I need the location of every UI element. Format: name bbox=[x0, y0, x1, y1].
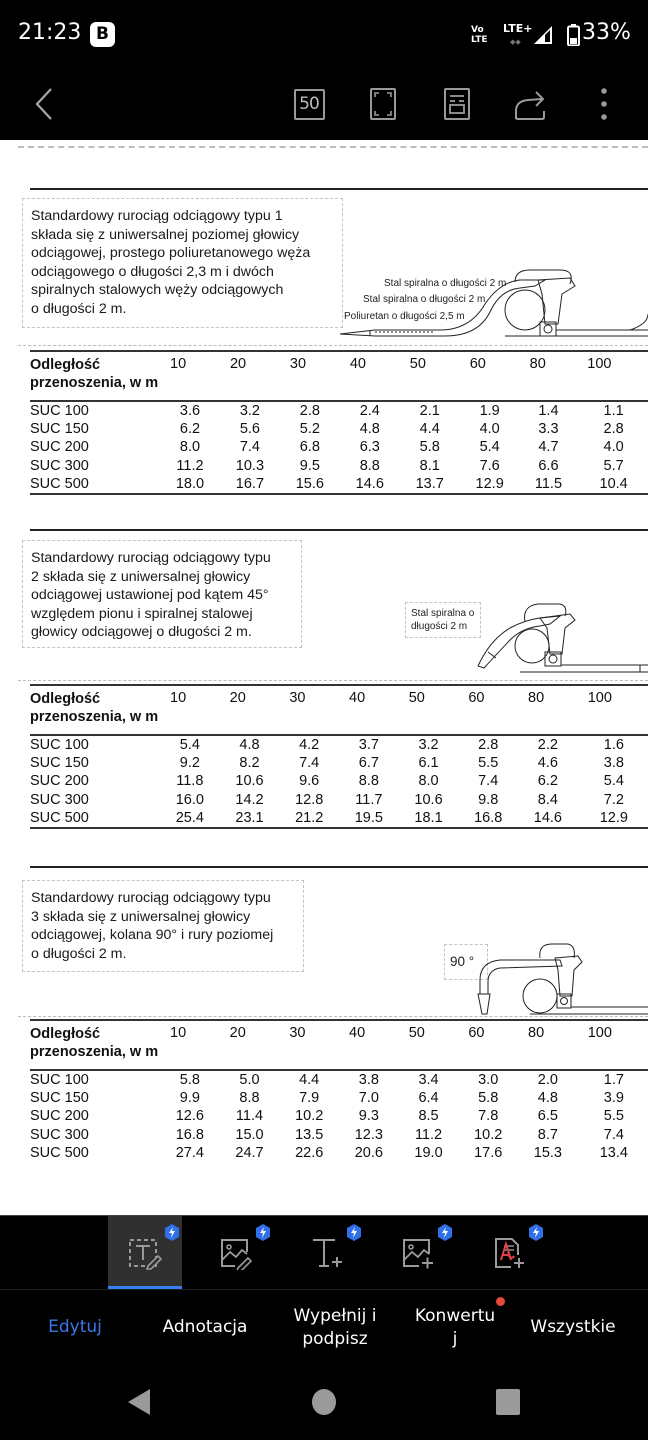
desc-line: spiralnych stalowych węży odciągowych bbox=[31, 282, 284, 298]
column-header: 30 bbox=[289, 356, 307, 372]
table-cell: 12.9 bbox=[599, 809, 628, 826]
fit-page-button[interactable] bbox=[361, 82, 405, 126]
add-image-icon bbox=[401, 1236, 435, 1270]
table-cell: 6.7 bbox=[358, 755, 379, 772]
table-cell: 9.6 bbox=[299, 773, 320, 790]
column-header: 40 bbox=[349, 690, 366, 706]
section-2-description bbox=[22, 540, 302, 648]
table-row bbox=[30, 438, 648, 456]
row-label: SUC 150 bbox=[30, 755, 89, 772]
row-label: SUC 100 bbox=[30, 403, 89, 419]
table-row bbox=[30, 809, 648, 828]
table-cell: 8.8 bbox=[359, 457, 380, 474]
table-header-row bbox=[30, 1020, 648, 1070]
table-cell: 27.4 bbox=[175, 1144, 204, 1161]
table-cell: 5.4 bbox=[479, 439, 500, 456]
header-label-line: Odległość bbox=[30, 691, 101, 707]
table-cell: 5.5 bbox=[478, 755, 499, 772]
status-bar bbox=[0, 0, 648, 68]
desc-line: względem pionu i spiralnej stalowej bbox=[31, 605, 253, 622]
clock: 21:23 bbox=[18, 20, 82, 45]
back-button[interactable] bbox=[22, 82, 66, 126]
table-cell: 5.8 bbox=[419, 439, 440, 456]
table-cell: 10.6 bbox=[414, 791, 443, 808]
table-row bbox=[30, 1144, 648, 1162]
column-header-label bbox=[30, 1020, 160, 1070]
premium-bolt-icon bbox=[255, 1224, 271, 1241]
desc-line: o długości 2 m. bbox=[31, 945, 127, 962]
table-row bbox=[30, 420, 648, 438]
chevron-left-icon bbox=[34, 87, 54, 121]
table-cell: 11.8 bbox=[176, 773, 204, 790]
table-cell: 4.4 bbox=[299, 1072, 320, 1088]
table-cell: 5.8 bbox=[478, 1090, 499, 1107]
table-cell: 25.4 bbox=[175, 809, 204, 826]
row-label: SUC 200 bbox=[30, 773, 89, 790]
table-cell: 15.0 bbox=[235, 1126, 264, 1143]
column-header: 100 bbox=[587, 690, 612, 706]
table-cell: 4.7 bbox=[538, 439, 559, 456]
table-cell: 6.2 bbox=[537, 773, 558, 790]
table-cell: 6.1 bbox=[418, 755, 439, 772]
column-header: 100 bbox=[587, 1025, 612, 1041]
table-cell: 10.6 bbox=[235, 773, 264, 790]
table-cell: 5.8 bbox=[179, 1072, 200, 1088]
table-cell: 23.1 bbox=[235, 809, 264, 826]
pipeline-type-3-diagram bbox=[440, 940, 648, 1020]
table-cell: 5.2 bbox=[299, 421, 320, 438]
menu-fill-sign[interactable] bbox=[280, 1290, 390, 1365]
column-header: 30 bbox=[289, 690, 306, 706]
table-cell: 7.4 bbox=[478, 773, 499, 790]
table-cell: 1.9 bbox=[479, 403, 500, 419]
table-cell: 13.7 bbox=[415, 475, 444, 492]
table-cell: 8.2 bbox=[239, 755, 260, 772]
table-cell: 5.7 bbox=[603, 457, 624, 474]
row-label: SUC 500 bbox=[30, 475, 89, 492]
header-label-line: Odległość bbox=[30, 1026, 101, 1042]
table-cell: 3.9 bbox=[603, 1090, 624, 1107]
table-cell: 2.4 bbox=[359, 403, 380, 419]
table-cell: 14.6 bbox=[533, 809, 562, 826]
table-cell: 7.9 bbox=[299, 1090, 320, 1107]
row-label: SUC 200 bbox=[30, 439, 89, 456]
table-cell: 16.0 bbox=[175, 791, 204, 808]
table-cell: 16.8 bbox=[175, 1126, 204, 1143]
table-cell: 4.8 bbox=[359, 421, 380, 438]
table-cell: 24.7 bbox=[235, 1144, 264, 1161]
table-cell: 16.7 bbox=[235, 475, 265, 492]
table-cell: 14.2 bbox=[235, 791, 264, 808]
diagram-label: Poliuretan o długości 2,5 m bbox=[344, 311, 465, 322]
nav-back-icon[interactable] bbox=[126, 1388, 152, 1416]
table-cell: 4.8 bbox=[537, 1090, 558, 1107]
table-cell: 14.6 bbox=[355, 475, 384, 492]
table-cell: 5.4 bbox=[603, 773, 624, 790]
table-cell: 3.8 bbox=[358, 1072, 379, 1088]
reading-mode-button[interactable] bbox=[435, 82, 479, 126]
row-label: SUC 100 bbox=[30, 737, 89, 753]
table-cell: 2.8 bbox=[299, 403, 320, 419]
table-cell: 5.4 bbox=[179, 737, 200, 753]
bottom-menu bbox=[0, 1289, 648, 1364]
column-header: 50 bbox=[409, 356, 426, 372]
table-cell: 3.2 bbox=[418, 737, 439, 753]
table-row bbox=[30, 1107, 648, 1125]
header-label-line: przenoszenia, w m bbox=[30, 375, 159, 391]
column-header: 60 bbox=[469, 356, 486, 372]
section-rule bbox=[30, 188, 648, 190]
table-cell: 6.3 bbox=[359, 439, 380, 456]
desc-line: składa się z uniwersalnej poziomej głowicy bbox=[31, 226, 300, 243]
nav-recents-icon[interactable] bbox=[494, 1388, 522, 1416]
table-cell: 8.0 bbox=[179, 439, 201, 456]
diagram-label: długości 2 m bbox=[411, 621, 468, 632]
table-cell: 3.6 bbox=[179, 403, 201, 419]
table-cell: 6.4 bbox=[418, 1090, 439, 1107]
table-cell: 1.4 bbox=[538, 403, 559, 419]
battery-percent: 33% bbox=[582, 20, 631, 45]
table-cell: 6.5 bbox=[537, 1108, 558, 1125]
table-row bbox=[30, 772, 648, 790]
table-cell: 3.3 bbox=[538, 421, 559, 438]
volte-icon bbox=[471, 25, 488, 45]
extraction-unit-drawing bbox=[440, 940, 648, 1020]
network-type: LTE+ bbox=[503, 22, 533, 35]
edit-text-icon bbox=[128, 1236, 162, 1270]
volte-bottom: LTE bbox=[471, 35, 488, 45]
table-cell: 7.4 bbox=[239, 439, 260, 456]
column-header: 20 bbox=[229, 690, 246, 706]
table-cell: 5.6 bbox=[239, 421, 260, 438]
row-label: SUC 200 bbox=[30, 1108, 89, 1125]
edit-text-tool[interactable] bbox=[108, 1216, 182, 1290]
row-label: SUC 300 bbox=[30, 791, 89, 808]
add-signature-tool[interactable] bbox=[472, 1216, 546, 1290]
desc-line: odciągowej, prostego poliuretanowego węża bbox=[31, 245, 311, 261]
table-cell: 10.4 bbox=[599, 475, 628, 492]
table-cell: 9.8 bbox=[478, 791, 499, 808]
table-header-row bbox=[30, 685, 648, 735]
table-cell: 12.6 bbox=[175, 1108, 204, 1125]
section-1-description bbox=[22, 198, 343, 328]
table-cell: 18.0 bbox=[175, 475, 205, 492]
signal-icon bbox=[533, 25, 553, 45]
table-cell: 10.2 bbox=[295, 1108, 324, 1125]
table-cell: 21.2 bbox=[295, 809, 324, 826]
table-cell: 12.3 bbox=[354, 1126, 383, 1143]
row-label: SUC 300 bbox=[30, 1126, 89, 1143]
table-cell: 7.2 bbox=[603, 791, 624, 808]
table-cell: 13.5 bbox=[295, 1126, 324, 1143]
reading-mode-icon bbox=[443, 87, 471, 121]
column-header: 80 bbox=[528, 1025, 545, 1041]
table-cell: 6.8 bbox=[299, 439, 320, 456]
pdf-page[interactable] bbox=[0, 140, 648, 1215]
notification-dot bbox=[496, 1297, 505, 1306]
table-row bbox=[30, 1070, 648, 1089]
column-header: 100 bbox=[587, 356, 612, 372]
notification-app-icon: B bbox=[90, 22, 115, 47]
menu-edit[interactable] bbox=[30, 1290, 120, 1365]
table-cell: 16.8 bbox=[474, 809, 503, 826]
desc-line: odciągowego o długości 2,3 m i dwóch bbox=[31, 263, 274, 280]
zoom-level-button[interactable] bbox=[287, 82, 331, 126]
table-row bbox=[30, 457, 648, 475]
premium-bolt-icon bbox=[164, 1224, 180, 1241]
pipeline-type-1-diagram bbox=[330, 264, 648, 344]
table-cell: 1.7 bbox=[603, 1072, 624, 1088]
table-row bbox=[30, 1126, 648, 1144]
table-cell: 15.6 bbox=[295, 475, 324, 492]
add-text-tool[interactable] bbox=[290, 1216, 364, 1290]
edit-image-tool[interactable] bbox=[199, 1216, 273, 1290]
dashed-divider bbox=[18, 680, 648, 681]
diagram-label: 90 ° bbox=[450, 954, 475, 969]
table-cell: 4.6 bbox=[537, 755, 558, 772]
battery-icon bbox=[567, 24, 580, 46]
diagram-label: Stal spiralna o długości 2 m bbox=[363, 294, 486, 305]
column-header: 30 bbox=[289, 1025, 306, 1041]
menu-label: Edytuj bbox=[48, 1317, 102, 1337]
table-cell: 5.0 bbox=[239, 1072, 260, 1088]
row-label: SUC 300 bbox=[30, 457, 89, 474]
table-cell: 19.0 bbox=[414, 1144, 443, 1161]
table-cell: 6.6 bbox=[538, 457, 559, 474]
table-cell: 11.4 bbox=[235, 1108, 264, 1125]
table-cell: 8.8 bbox=[239, 1090, 260, 1107]
add-text-icon bbox=[310, 1236, 344, 1270]
menu-convert[interactable] bbox=[400, 1290, 510, 1365]
row-label: SUC 500 bbox=[30, 809, 89, 826]
desc-line: o długości 2 m. bbox=[31, 300, 127, 317]
table-cell: 4.2 bbox=[299, 737, 320, 753]
column-header-label bbox=[30, 351, 160, 401]
section-rule bbox=[30, 529, 648, 531]
desc-line: głowicy odciągowej o długości 2 m. bbox=[31, 624, 252, 640]
premium-bolt-icon bbox=[528, 1224, 544, 1241]
more-options-button[interactable] bbox=[582, 82, 626, 126]
table-cell: 5.5 bbox=[603, 1108, 624, 1125]
share-button[interactable] bbox=[508, 82, 552, 126]
premium-bolt-icon bbox=[346, 1224, 362, 1241]
table-body bbox=[30, 735, 648, 828]
table-cell: 7.4 bbox=[603, 1126, 624, 1143]
table-cell: 3.4 bbox=[418, 1072, 439, 1088]
table-row bbox=[30, 754, 648, 772]
section-rule bbox=[30, 866, 648, 868]
table-cell: 20.6 bbox=[354, 1144, 383, 1161]
section-3-table bbox=[30, 1019, 648, 1162]
desc-line: odciągowej, kolana 90° i rury poziomej bbox=[31, 927, 274, 943]
menu-label: Konwertu bbox=[414, 1305, 496, 1326]
table-row bbox=[30, 401, 648, 420]
table-cell: 13.4 bbox=[599, 1144, 628, 1161]
volte-top: Vo bbox=[471, 25, 484, 35]
dashed-divider bbox=[18, 146, 648, 148]
table-row bbox=[30, 791, 648, 809]
table-cell: 12.9 bbox=[475, 475, 504, 492]
add-image-tool[interactable] bbox=[381, 1216, 455, 1290]
table-cell: 11.2 bbox=[414, 1126, 443, 1143]
menu-label: podpisz bbox=[302, 1328, 368, 1349]
table-cell: 1.1 bbox=[603, 403, 624, 419]
table-cell: 18.1 bbox=[414, 809, 443, 826]
header-label-line: przenoszenia, w m bbox=[30, 709, 159, 725]
desc-line: Standardowy rurociąg odciągowy typu bbox=[31, 550, 271, 566]
table-cell: 8.1 bbox=[419, 457, 440, 474]
table-cell: 2.8 bbox=[603, 421, 624, 438]
menu-label: Wszystkie bbox=[530, 1317, 616, 1337]
table-cell: 9.9 bbox=[179, 1090, 200, 1107]
diagram-label: Stal spiralna o długości 2 m bbox=[384, 278, 507, 289]
table-cell: 7.0 bbox=[358, 1090, 379, 1107]
column-header: 80 bbox=[529, 356, 546, 372]
table-cell: 17.6 bbox=[474, 1144, 503, 1161]
menu-label: Adnotacja bbox=[162, 1317, 248, 1337]
table-cell: 4.0 bbox=[479, 421, 500, 438]
column-header: 40 bbox=[349, 356, 366, 372]
table-cell: 8.7 bbox=[537, 1126, 558, 1143]
table-header-row bbox=[30, 351, 648, 401]
table-cell: 3.7 bbox=[358, 737, 379, 753]
table-cell: 11.5 bbox=[534, 475, 563, 492]
data-arrows-icon: ◆◆ bbox=[510, 39, 521, 46]
table-body bbox=[30, 1070, 648, 1162]
column-header: 10 bbox=[170, 690, 187, 706]
row-label: SUC 150 bbox=[30, 421, 89, 438]
table-cell: 11.2 bbox=[176, 457, 204, 474]
table-cell: 4.0 bbox=[603, 439, 624, 456]
header-label-line: Odległość bbox=[30, 357, 101, 373]
table-cell: 7.8 bbox=[478, 1108, 499, 1125]
header-label-line: przenoszenia, w m bbox=[30, 1044, 159, 1060]
edit-tools-bar bbox=[0, 1215, 648, 1289]
table-cell: 6.2 bbox=[179, 421, 201, 438]
table-cell: 8.4 bbox=[537, 791, 558, 808]
menu-annotate[interactable] bbox=[150, 1290, 260, 1365]
column-header: 40 bbox=[349, 1025, 366, 1041]
add-signature-file-icon bbox=[492, 1236, 526, 1270]
menu-label: Wypełnij i bbox=[293, 1305, 377, 1326]
extraction-unit-drawing bbox=[400, 600, 648, 680]
table-cell: 9.5 bbox=[299, 457, 320, 474]
edit-image-icon bbox=[219, 1236, 253, 1270]
row-label: SUC 500 bbox=[30, 1144, 89, 1161]
column-header: 80 bbox=[528, 690, 545, 706]
table-cell: 8.5 bbox=[418, 1108, 439, 1125]
column-header: 50 bbox=[408, 1025, 425, 1041]
table-cell: 2.0 bbox=[537, 1072, 558, 1088]
desc-line: 2 składa się z uniwersalnej głowicy bbox=[31, 568, 251, 585]
table-cell: 4.4 bbox=[419, 421, 440, 438]
table-cell: 11.7 bbox=[355, 791, 383, 808]
row-label: SUC 150 bbox=[30, 1090, 89, 1107]
share-icon bbox=[512, 87, 548, 121]
fit-page-icon bbox=[369, 87, 397, 121]
table-body bbox=[30, 401, 648, 494]
table-cell: 8.0 bbox=[418, 773, 439, 790]
table-cell: 7.6 bbox=[479, 457, 500, 474]
column-header: 20 bbox=[229, 1025, 246, 1041]
section-3-description bbox=[22, 880, 304, 972]
desc-line: Standardowy rurociąg odciągowy typu bbox=[31, 890, 271, 906]
column-header: 50 bbox=[408, 690, 425, 706]
nav-home-icon[interactable] bbox=[311, 1388, 337, 1416]
more-vertical-icon bbox=[599, 87, 609, 121]
section-2-table bbox=[30, 684, 648, 829]
premium-bolt-icon bbox=[437, 1224, 453, 1241]
pipeline-type-2-diagram bbox=[400, 600, 648, 680]
table-cell: 3.8 bbox=[603, 755, 624, 772]
table-cell: 8.8 bbox=[358, 773, 379, 790]
table-cell: 3.0 bbox=[478, 1072, 499, 1088]
column-header: 10 bbox=[170, 1025, 187, 1041]
table-row bbox=[30, 735, 648, 754]
menu-all[interactable] bbox=[518, 1290, 628, 1365]
table-cell: 10.3 bbox=[235, 457, 265, 474]
column-header: 10 bbox=[170, 356, 187, 372]
table-cell: 22.6 bbox=[295, 1144, 324, 1161]
table-cell: 12.8 bbox=[295, 791, 324, 808]
table-cell: 15.3 bbox=[533, 1144, 562, 1161]
system-nav-bar bbox=[0, 1364, 648, 1440]
table-cell: 10.2 bbox=[474, 1126, 503, 1143]
row-label: SUC 100 bbox=[30, 1072, 89, 1088]
dashed-divider bbox=[18, 1016, 648, 1017]
table-cell: 2.1 bbox=[419, 403, 440, 419]
dashed-divider bbox=[18, 345, 648, 346]
section-1-table bbox=[30, 350, 648, 495]
desc-line: 3 składa się z uniwersalnej głowicy bbox=[31, 908, 251, 925]
desc-line: Standardowy rurociąg odciągowy typu 1 bbox=[31, 208, 283, 224]
table-cell: 2.2 bbox=[537, 737, 558, 753]
table-row bbox=[30, 475, 648, 494]
table-cell: 19.5 bbox=[354, 809, 383, 826]
diagram-label: Stal spiralna o bbox=[411, 608, 475, 619]
column-header-label bbox=[30, 685, 160, 735]
menu-label: j bbox=[452, 1328, 458, 1349]
table-cell: 3.2 bbox=[239, 403, 260, 419]
table-cell: 1.6 bbox=[603, 737, 624, 753]
table-row bbox=[30, 1089, 648, 1107]
table-cell: 9.2 bbox=[179, 755, 200, 772]
table-cell: 4.8 bbox=[239, 737, 260, 753]
column-header: 60 bbox=[468, 1025, 485, 1041]
top-toolbar bbox=[0, 68, 648, 140]
table-cell: 2.8 bbox=[478, 737, 499, 753]
zoom-level: 50 bbox=[294, 89, 325, 120]
table-cell: 7.4 bbox=[299, 755, 320, 772]
column-header: 60 bbox=[468, 690, 485, 706]
desc-line: odciągowej ustawionej pod kątem 45° bbox=[31, 587, 269, 603]
column-header: 20 bbox=[229, 356, 247, 372]
table-cell: 9.3 bbox=[358, 1108, 379, 1125]
